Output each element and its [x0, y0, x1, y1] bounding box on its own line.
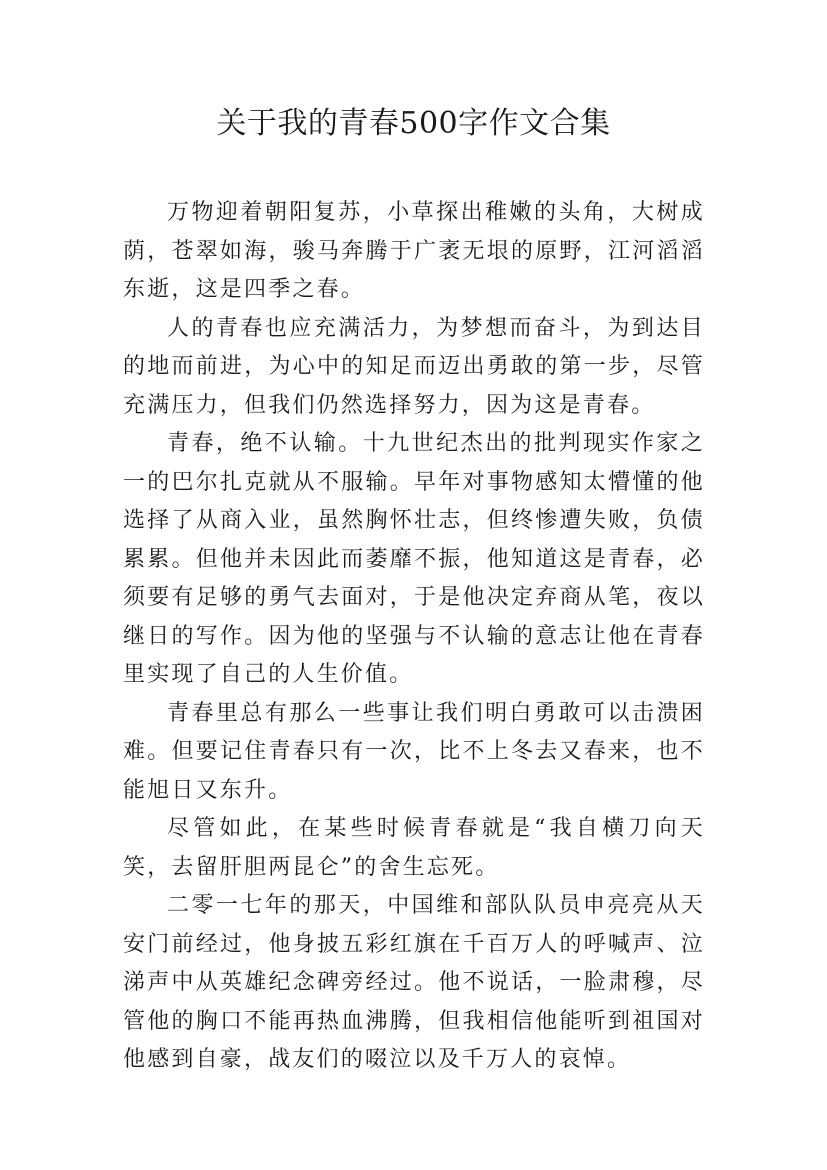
paragraph-4: 青春里总有那么一些事让我们明白勇敢可以击溃困难。但要记住青春只有一次，比不上冬去又春来，也不能旭日又东升。: [123, 700, 705, 803]
paragraph-1: 万物迎着朝阳复苏，小草探出稚嫩的头角，大树成荫，苍翠如海，骏马奔腾于广袤无垠的原野，江河滔滔东逝，这是四季之春。: [123, 200, 705, 302]
paragraph-6: 二零一七年的那天，中国维和部队队员申亮亮从天安门前经过，他身披五彩红旗在千百万人的呼喊声、泣涕声中从英雄纪念碑旁经过。他不说话，一脸肃穆，尽管他的胸口不能再热血沸腾，但我相信他能听到祖国对他感到自豪，战友们的啜泣以及千万人的哀悼。: [123, 893, 705, 1072]
document-body: [123, 194, 705, 1080]
document-title: 关于我的青春500字作文合集: [216, 106, 611, 141]
paragraph-5: 尽管如此，在某些时候青春就是“我自横刀向天笑，去留肝胆两昆仑”的舍生忘死。: [123, 816, 705, 880]
paragraph-2: 人的青春也应充满活力，为梦想而奋斗，为到达目的地而前进，为心中的知足而迈出勇敢的第一步，尽管充满压力，但我们仍然选择努力，因为这是青春。: [123, 315, 705, 418]
paragraph-3: 青春，绝不认输。十九世纪杰出的批判现实作家之一的巴尔扎克就从不服输。早年对事物感知太懵懂的他选择了从商入业，虽然胸怀壮志，但终惨遭失败，负债累累。但他并未因此而萎靡不振，他知道这是青春，必须要有足够的勇气去面对，于是他决定弃商从笔，夜以继日的写作。因为他的坚强与不认输的意志让他在青春里实现了自己的人生价值。: [123, 431, 705, 687]
